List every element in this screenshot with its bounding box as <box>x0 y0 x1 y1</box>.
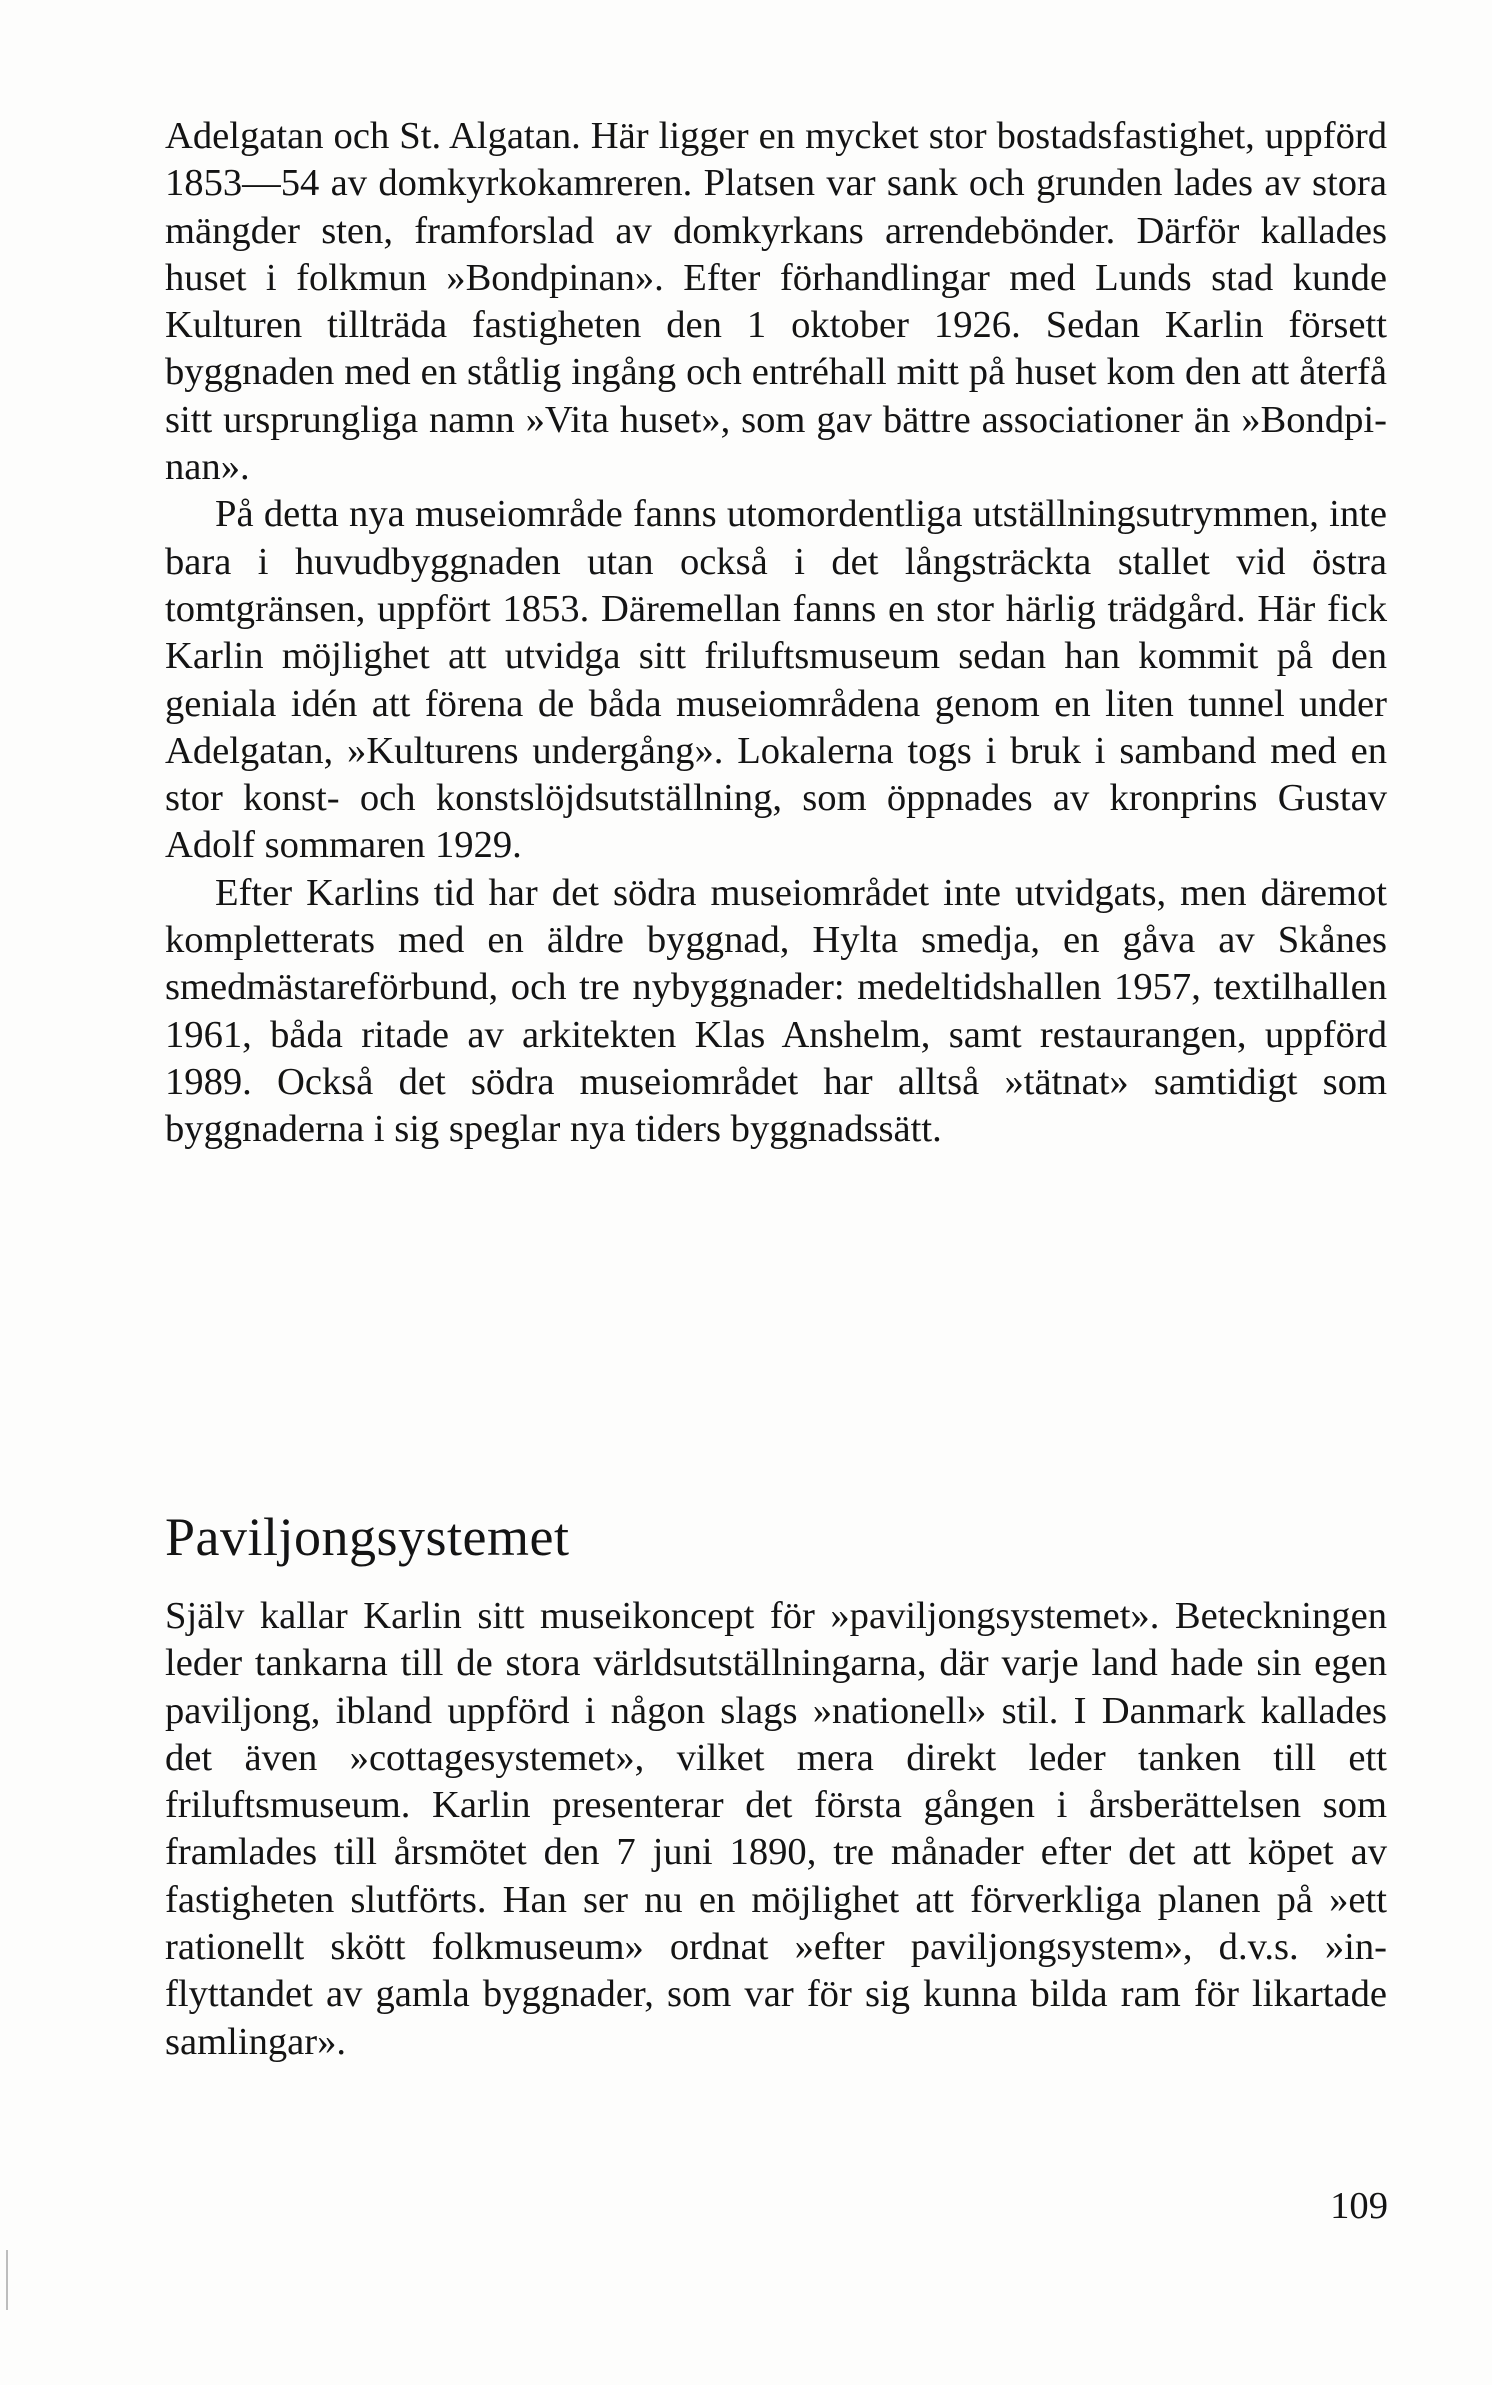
section-heading: Paviljongsystemet <box>165 1507 570 1567</box>
paragraph-pavilion-system: Själv kallar Karlin sitt museikoncept för »paviljongsystemet». Beteckningen leder tankarna till de stora världsutställningarna, där varje land hade sin egen paviljong, ibland uppförd i någon slags »nationell» stil. I Danmark kallades det även »cottagesystemet», vilket mera direkt leder tanken till ett friluftsmuseum. Karlin presenterar det första gången i årsberättelsen som framlades till årsmötet den 7 juni 1890, tre månader efter det att köpet av fastigheten slutförts. Han ser nu en möjlighet att förverkliga planen på »ett rationellt skött folkmuseum» ordnat »efter paviljongsystem», d.v.s. »inflyttandet av gamla byggnader, som var för sig kunna bilda ram för likartade samlingar». <box>165 1595 1387 2063</box>
scan-edge-mark <box>6 2250 8 2310</box>
page-number: 109 <box>1330 2185 1388 2227</box>
paragraph-museum-area: På detta nya museiområde fanns utomordentliga utställningsutrymmen, inte bara i huvudbyggnaden utan också i det långsträckta stallet vid östra tomtgränsen, uppfört 1853. Däremellan fanns en stor härlig trädgård. Här fick Karlin möjlighet att utvidga sitt friluftsmuseum sedan han kommit på den geniala idén att förena de båda museiområdena genom en liten tunnel under Adelgatan, »Kulturens undergång». Lokalerna togs i bruk i samband med en stor konst- och konstslöjdsutställning, som öppnades av kronprins Gustav Adolf sommaren 1929. <box>165 493 1387 867</box>
body-text-top <box>165 113 1387 1154</box>
paragraph-after-karlin: Efter Karlins tid har det södra museiområdet inte utvidgats, men däremot kompletterats med en äldre byggnad, Hylta smedja, en gåva av Skånes smedmästareförbund, och tre nybyggnader: medeltidshallen 1957, textilhallen 1961, båda ritade av arkitekten Klas Anshelm, samt restaurangen, uppförd 1989. Också det södra museiområdet har alltså »tätnat» samtidigt som byggnaderna i sig speglar nya tiders byggnadssätt. <box>165 871 1387 1151</box>
body-text-bottom <box>165 1593 1387 2066</box>
paragraph-vita-huset: Adelgatan och St. Algatan. Här ligger en mycket stor bostadsfastighet, uppförd 1853—54 av domkyrkokamreren. Platsen var sank och grunden lades av stora mängder sten, framforslad av domkyrkans arrendebönder. Därför kallades huset i folkmun »Bondpinan». Efter förhandlingar med Lunds stad kunde Kulturen tillträda fastigheten den 1 oktober 1926. Sedan Karlin försett byggnaden med en ståtlig ingång och entréhall mitt på huset kom den att återfå sitt ursprungliga namn »Vita huset», som gav bättre associationer än »Bondpinan». <box>165 115 1387 489</box>
